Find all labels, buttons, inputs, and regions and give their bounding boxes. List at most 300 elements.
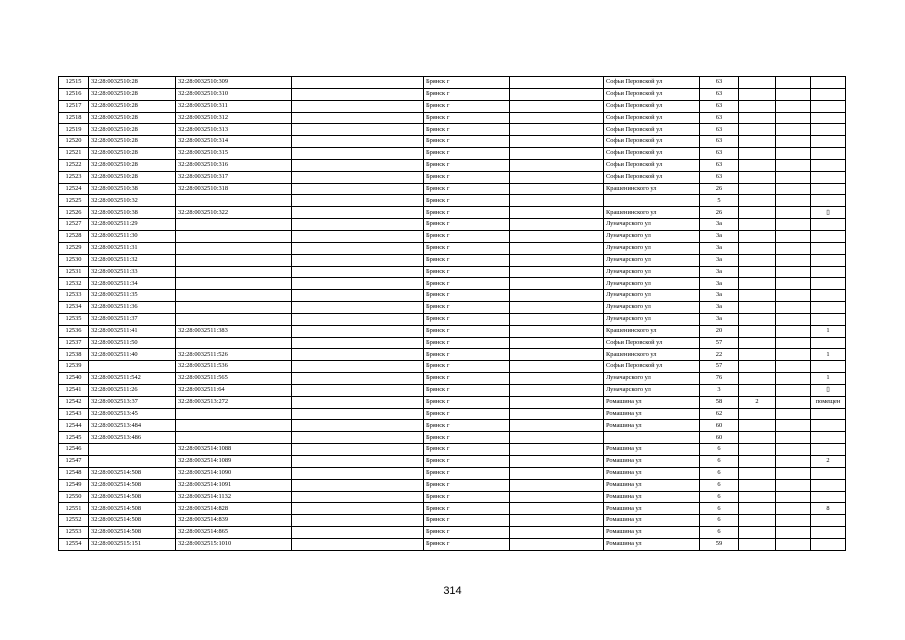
empty-cell bbox=[510, 373, 604, 385]
extra-number-cell bbox=[739, 266, 776, 278]
extra-number-cell bbox=[776, 136, 811, 148]
street-cell bbox=[604, 432, 700, 444]
table-row bbox=[59, 171, 846, 183]
parcel-number-cell bbox=[89, 456, 176, 468]
note-cell bbox=[811, 290, 846, 302]
city-cell: Брянск г bbox=[424, 230, 510, 242]
row-number-cell: 12536 bbox=[59, 325, 89, 337]
city-cell: Брянск г bbox=[424, 112, 510, 124]
object-number-cell bbox=[176, 278, 292, 290]
note-cell: 1 bbox=[811, 325, 846, 337]
empty-cell bbox=[292, 384, 424, 396]
empty-cell bbox=[510, 278, 604, 290]
extra-number-cell bbox=[739, 491, 776, 503]
object-number-cell: 32:28:0032514:1091 bbox=[176, 479, 292, 491]
object-number-cell: 32:28:0032510:318 bbox=[176, 183, 292, 195]
object-number-cell: 32:28:0032514:865 bbox=[176, 527, 292, 539]
parcel-number-cell: 32:28:0032514:508 bbox=[89, 479, 176, 491]
city-cell: Брянск г bbox=[424, 254, 510, 266]
table-row bbox=[59, 456, 846, 468]
city-cell: Брянск г bbox=[424, 491, 510, 503]
city-cell: Брянск г bbox=[424, 503, 510, 515]
empty-cell bbox=[510, 77, 604, 89]
extra-number-cell bbox=[776, 491, 811, 503]
street-cell: Луначарского ул bbox=[604, 254, 700, 266]
table-row bbox=[59, 432, 846, 444]
empty-cell bbox=[292, 349, 424, 361]
empty-cell bbox=[510, 136, 604, 148]
extra-number-cell bbox=[776, 538, 811, 550]
note-cell bbox=[811, 148, 846, 160]
parcel-number-cell: 32:28:0032511:34 bbox=[89, 278, 176, 290]
empty-cell bbox=[292, 527, 424, 539]
object-number-cell: 32:28:0032513:272 bbox=[176, 396, 292, 408]
empty-cell bbox=[510, 290, 604, 302]
empty-cell bbox=[292, 491, 424, 503]
object-number-cell bbox=[176, 432, 292, 444]
empty-cell bbox=[510, 467, 604, 479]
extra-number-cell bbox=[776, 349, 811, 361]
house-number-cell: 63 bbox=[700, 77, 739, 89]
house-number-cell: 3а bbox=[700, 230, 739, 242]
row-number-cell: 12542 bbox=[59, 396, 89, 408]
empty-cell bbox=[292, 77, 424, 89]
note-cell bbox=[811, 124, 846, 136]
table-row bbox=[59, 77, 846, 89]
empty-cell bbox=[510, 384, 604, 396]
street-cell: Ромашина ул bbox=[604, 444, 700, 456]
empty-cell bbox=[292, 373, 424, 385]
street-cell: Софьи Перовской ул bbox=[604, 159, 700, 171]
row-number-cell: 12521 bbox=[59, 148, 89, 160]
object-number-cell bbox=[176, 290, 292, 302]
extra-number-cell bbox=[739, 313, 776, 325]
extra-number-cell bbox=[776, 148, 811, 160]
extra-number-cell bbox=[776, 159, 811, 171]
extra-number-cell bbox=[739, 77, 776, 89]
empty-cell bbox=[292, 444, 424, 456]
table-row bbox=[59, 396, 846, 408]
street-cell: Ромашина ул bbox=[604, 456, 700, 468]
city-cell: Брянск г bbox=[424, 373, 510, 385]
empty-cell bbox=[292, 171, 424, 183]
parcel-number-cell: 32:28:0032511:32 bbox=[89, 254, 176, 266]
extra-number-cell bbox=[739, 242, 776, 254]
empty-cell bbox=[292, 124, 424, 136]
extra-number-cell bbox=[739, 278, 776, 290]
house-number-cell: 59 bbox=[700, 538, 739, 550]
parcel-number-cell: 32:28:0032510:28 bbox=[89, 159, 176, 171]
street-cell: Софьи Перовской ул bbox=[604, 112, 700, 124]
extra-number-cell bbox=[739, 479, 776, 491]
extra-number-cell bbox=[776, 230, 811, 242]
empty-cell bbox=[292, 479, 424, 491]
table-row bbox=[59, 479, 846, 491]
street-cell: Луначарского ул bbox=[604, 266, 700, 278]
parcel-number-cell: 32:28:0032511:41 bbox=[89, 325, 176, 337]
table-row bbox=[59, 384, 846, 396]
extra-number-cell bbox=[776, 254, 811, 266]
city-cell: Брянск г bbox=[424, 325, 510, 337]
object-number-cell bbox=[176, 230, 292, 242]
note-cell bbox=[811, 527, 846, 539]
table-row bbox=[59, 278, 846, 290]
row-number-cell: 12548 bbox=[59, 467, 89, 479]
row-number-cell: 12546 bbox=[59, 444, 89, 456]
parcel-number-cell: 32:28:0032515:151 bbox=[89, 538, 176, 550]
empty-cell bbox=[292, 408, 424, 420]
city-cell: Брянск г bbox=[424, 290, 510, 302]
parcel-number-cell bbox=[89, 444, 176, 456]
note-cell bbox=[811, 479, 846, 491]
note-cell: 2 bbox=[811, 456, 846, 468]
table-row bbox=[59, 207, 846, 219]
extra-number-cell bbox=[739, 444, 776, 456]
extra-number-cell bbox=[739, 361, 776, 373]
note-cell bbox=[811, 337, 846, 349]
table-row bbox=[59, 408, 846, 420]
extra-number-cell bbox=[739, 527, 776, 539]
table-row bbox=[59, 373, 846, 385]
parcel-number-cell: 32:28:0032511:542 bbox=[89, 373, 176, 385]
street-cell: Ромашина ул bbox=[604, 420, 700, 432]
object-number-cell bbox=[176, 254, 292, 266]
empty-cell bbox=[292, 266, 424, 278]
empty-cell bbox=[510, 219, 604, 231]
object-number-cell: 32:28:0032514:1089 bbox=[176, 456, 292, 468]
house-number-cell: 58 bbox=[700, 396, 739, 408]
note-cell: 1 bbox=[811, 349, 846, 361]
object-number-cell: 32:28:0032511:383 bbox=[176, 325, 292, 337]
row-number-cell: 12528 bbox=[59, 230, 89, 242]
table-row bbox=[59, 195, 846, 207]
city-cell: Брянск г bbox=[424, 361, 510, 373]
extra-number-cell bbox=[776, 479, 811, 491]
table-row bbox=[59, 503, 846, 515]
empty-cell bbox=[510, 313, 604, 325]
house-number-cell: 63 bbox=[700, 159, 739, 171]
city-cell: Брянск г bbox=[424, 88, 510, 100]
city-cell: Брянск г bbox=[424, 444, 510, 456]
row-number-cell: 12527 bbox=[59, 219, 89, 231]
city-cell: Брянск г bbox=[424, 266, 510, 278]
empty-cell bbox=[510, 527, 604, 539]
object-number-cell bbox=[176, 337, 292, 349]
note-cell bbox=[811, 219, 846, 231]
note-cell bbox=[811, 159, 846, 171]
extra-number-cell bbox=[739, 503, 776, 515]
extra-number-cell bbox=[776, 171, 811, 183]
note-cell bbox=[811, 467, 846, 479]
row-number-cell: 12532 bbox=[59, 278, 89, 290]
empty-cell bbox=[292, 219, 424, 231]
note-cell bbox=[811, 420, 846, 432]
object-number-cell: 32:28:0032514:1090 bbox=[176, 467, 292, 479]
table-row bbox=[59, 230, 846, 242]
house-number-cell: 3а bbox=[700, 290, 739, 302]
city-cell: Брянск г bbox=[424, 77, 510, 89]
table-row bbox=[59, 159, 846, 171]
parcel-number-cell: 32:28:0032510:38 bbox=[89, 207, 176, 219]
extra-number-cell bbox=[776, 503, 811, 515]
city-cell: Брянск г bbox=[424, 136, 510, 148]
street-cell: Луначарского ул bbox=[604, 302, 700, 314]
parcel-number-cell: 32:28:0032511:26 bbox=[89, 384, 176, 396]
city-cell: Брянск г bbox=[424, 302, 510, 314]
note-cell bbox=[811, 77, 846, 89]
row-number-cell: 12530 bbox=[59, 254, 89, 266]
note-cell bbox=[811, 278, 846, 290]
note-cell bbox=[811, 313, 846, 325]
note-cell bbox=[811, 538, 846, 550]
object-number-cell bbox=[176, 242, 292, 254]
extra-number-cell bbox=[739, 183, 776, 195]
row-number-cell: 12541 bbox=[59, 384, 89, 396]
extra-number-cell bbox=[776, 195, 811, 207]
row-number-cell: 12551 bbox=[59, 503, 89, 515]
empty-cell bbox=[292, 183, 424, 195]
empty-cell bbox=[292, 467, 424, 479]
extra-number-cell bbox=[739, 432, 776, 444]
street-cell: Софьи Перовской ул bbox=[604, 100, 700, 112]
house-number-cell: 26 bbox=[700, 207, 739, 219]
house-number-cell: 63 bbox=[700, 171, 739, 183]
table-row bbox=[59, 124, 846, 136]
house-number-cell: 6 bbox=[700, 467, 739, 479]
object-number-cell bbox=[176, 408, 292, 420]
extra-number-cell bbox=[776, 420, 811, 432]
extra-number-cell bbox=[739, 373, 776, 385]
street-cell: Ромашина ул bbox=[604, 515, 700, 527]
parcel-number-cell: 32:28:0032510:28 bbox=[89, 148, 176, 160]
table-row bbox=[59, 361, 846, 373]
extra-number-cell bbox=[776, 432, 811, 444]
row-number-cell: 12519 bbox=[59, 124, 89, 136]
house-number-cell: 60 bbox=[700, 420, 739, 432]
parcel-number-cell: 32:28:0032510:28 bbox=[89, 171, 176, 183]
object-number-cell bbox=[176, 195, 292, 207]
empty-cell bbox=[510, 148, 604, 160]
street-cell: Софьи Перовской ул bbox=[604, 124, 700, 136]
extra-number-cell bbox=[776, 290, 811, 302]
extra-number-cell bbox=[739, 408, 776, 420]
extra-number-cell bbox=[739, 384, 776, 396]
city-cell: Брянск г bbox=[424, 420, 510, 432]
row-number-cell: 12544 bbox=[59, 420, 89, 432]
street-cell: Луначарского ул bbox=[604, 313, 700, 325]
empty-cell bbox=[510, 396, 604, 408]
extra-number-cell bbox=[776, 313, 811, 325]
city-cell: Брянск г bbox=[424, 515, 510, 527]
street-cell: Ромашина ул bbox=[604, 396, 700, 408]
row-number-cell: 12531 bbox=[59, 266, 89, 278]
street-cell: Луначарского ул bbox=[604, 219, 700, 231]
extra-number-cell bbox=[776, 77, 811, 89]
extra-number-cell bbox=[739, 88, 776, 100]
empty-cell bbox=[292, 337, 424, 349]
house-number-cell: 60 bbox=[700, 432, 739, 444]
empty-cell bbox=[292, 230, 424, 242]
parcel-number-cell: 32:28:0032511:36 bbox=[89, 302, 176, 314]
row-number-cell: 12554 bbox=[59, 538, 89, 550]
row-number-cell: 12534 bbox=[59, 302, 89, 314]
object-number-cell: 32:28:0032510:313 bbox=[176, 124, 292, 136]
table-row bbox=[59, 325, 846, 337]
row-number-cell: 12547 bbox=[59, 456, 89, 468]
extra-number-cell bbox=[776, 266, 811, 278]
object-number-cell: 32:28:0032511:526 bbox=[176, 349, 292, 361]
row-number-cell: 12516 bbox=[59, 88, 89, 100]
note-cell bbox=[811, 266, 846, 278]
house-number-cell: 63 bbox=[700, 148, 739, 160]
empty-cell bbox=[510, 538, 604, 550]
street-cell: Крашенинского ул bbox=[604, 183, 700, 195]
parcel-number-cell: 32:28:0032511:50 bbox=[89, 337, 176, 349]
city-cell: Брянск г bbox=[424, 219, 510, 231]
extra-number-cell bbox=[739, 254, 776, 266]
object-number-cell: 32:28:0032510:312 bbox=[176, 112, 292, 124]
extra-number-cell bbox=[776, 325, 811, 337]
empty-cell bbox=[510, 195, 604, 207]
parcel-number-cell: 32:28:0032513:37 bbox=[89, 396, 176, 408]
street-cell: Ромашина ул bbox=[604, 503, 700, 515]
city-cell: Брянск г bbox=[424, 467, 510, 479]
extra-number-cell bbox=[776, 219, 811, 231]
empty-cell bbox=[292, 112, 424, 124]
extra-number-cell bbox=[776, 124, 811, 136]
empty-cell bbox=[510, 444, 604, 456]
registry-table bbox=[58, 76, 846, 551]
city-cell: Брянск г bbox=[424, 432, 510, 444]
empty-cell bbox=[510, 337, 604, 349]
extra-number-cell bbox=[739, 100, 776, 112]
extra-number-cell bbox=[776, 444, 811, 456]
extra-number-cell bbox=[776, 100, 811, 112]
empty-cell bbox=[292, 361, 424, 373]
street-cell: Софьи Перовской ул bbox=[604, 171, 700, 183]
object-number-cell: 32:28:0032511:565 bbox=[176, 373, 292, 385]
street-cell: Луначарского ул bbox=[604, 373, 700, 385]
empty-cell bbox=[292, 278, 424, 290]
object-number-cell: 32:28:0032510:314 bbox=[176, 136, 292, 148]
parcel-number-cell: 32:28:0032510:28 bbox=[89, 100, 176, 112]
extra-number-cell bbox=[739, 349, 776, 361]
empty-cell bbox=[292, 88, 424, 100]
row-number-cell: 12515 bbox=[59, 77, 89, 89]
note-cell bbox=[811, 100, 846, 112]
table-row bbox=[59, 88, 846, 100]
note-cell bbox=[811, 183, 846, 195]
parcel-number-cell: 32:28:0032513:484 bbox=[89, 420, 176, 432]
row-number-cell: 12518 bbox=[59, 112, 89, 124]
street-cell: Софьи Перовской ул bbox=[604, 148, 700, 160]
extra-number-cell bbox=[776, 112, 811, 124]
extra-number-cell bbox=[739, 325, 776, 337]
city-cell: Брянск г bbox=[424, 207, 510, 219]
row-number-cell: 12535 bbox=[59, 313, 89, 325]
parcel-number-cell: 32:28:0032511:33 bbox=[89, 266, 176, 278]
table-row bbox=[59, 219, 846, 231]
empty-cell bbox=[510, 479, 604, 491]
house-number-cell: 76 bbox=[700, 373, 739, 385]
house-number-cell: 6 bbox=[700, 456, 739, 468]
object-number-cell bbox=[176, 302, 292, 314]
extra-number-cell bbox=[776, 183, 811, 195]
city-cell: Брянск г bbox=[424, 396, 510, 408]
extra-number-cell bbox=[739, 467, 776, 479]
street-cell: Софьи Перовской ул bbox=[604, 77, 700, 89]
empty-cell bbox=[292, 242, 424, 254]
note-cell bbox=[811, 195, 846, 207]
table-row bbox=[59, 136, 846, 148]
row-number-cell: 12524 bbox=[59, 183, 89, 195]
row-number-cell: 12549 bbox=[59, 479, 89, 491]
row-number-cell: 12540 bbox=[59, 373, 89, 385]
row-number-cell: 12543 bbox=[59, 408, 89, 420]
table-row bbox=[59, 290, 846, 302]
table-row bbox=[59, 112, 846, 124]
empty-cell bbox=[510, 361, 604, 373]
parcel-number-cell: 32:28:0032511:31 bbox=[89, 242, 176, 254]
extra-number-cell bbox=[776, 515, 811, 527]
house-number-cell: 63 bbox=[700, 112, 739, 124]
extra-number-cell bbox=[776, 337, 811, 349]
extra-number-cell bbox=[776, 384, 811, 396]
empty-cell bbox=[510, 456, 604, 468]
street-cell: Луначарского ул bbox=[604, 384, 700, 396]
house-number-cell: 26 bbox=[700, 183, 739, 195]
empty-cell bbox=[510, 171, 604, 183]
empty-cell bbox=[510, 503, 604, 515]
house-number-cell: 6 bbox=[700, 479, 739, 491]
empty-cell bbox=[292, 254, 424, 266]
parcel-number-cell: 32:28:0032511:40 bbox=[89, 349, 176, 361]
house-number-cell: 3а bbox=[700, 313, 739, 325]
city-cell: Брянск г bbox=[424, 408, 510, 420]
parcel-number-cell: 32:28:0032511:35 bbox=[89, 290, 176, 302]
row-number-cell: 12529 bbox=[59, 242, 89, 254]
row-number-cell: 12522 bbox=[59, 159, 89, 171]
extra-number-cell bbox=[776, 302, 811, 314]
city-cell: Брянск г bbox=[424, 479, 510, 491]
city-cell: Брянск г bbox=[424, 349, 510, 361]
house-number-cell: 63 bbox=[700, 124, 739, 136]
empty-cell bbox=[292, 136, 424, 148]
city-cell: Брянск г bbox=[424, 278, 510, 290]
parcel-number-cell: 32:28:0032510:28 bbox=[89, 112, 176, 124]
street-cell: Софьи Перовской ул bbox=[604, 136, 700, 148]
object-number-cell: 32:28:0032510:309 bbox=[176, 77, 292, 89]
extra-number-cell bbox=[776, 88, 811, 100]
empty-cell bbox=[510, 100, 604, 112]
house-number-cell: 57 bbox=[700, 337, 739, 349]
object-number-cell bbox=[176, 219, 292, 231]
city-cell: Брянск г bbox=[424, 124, 510, 136]
extra-number-cell bbox=[776, 373, 811, 385]
city-cell: Брянск г bbox=[424, 195, 510, 207]
city-cell: Брянск г bbox=[424, 527, 510, 539]
note-cell bbox=[811, 515, 846, 527]
city-cell: Брянск г bbox=[424, 148, 510, 160]
empty-cell bbox=[510, 349, 604, 361]
table-row bbox=[59, 527, 846, 539]
house-number-cell: 22 bbox=[700, 349, 739, 361]
extra-number-cell bbox=[739, 124, 776, 136]
extra-number-cell bbox=[739, 195, 776, 207]
object-number-cell: 32:28:0032510:311 bbox=[176, 100, 292, 112]
extra-number-cell bbox=[739, 136, 776, 148]
row-number-cell: 12525 bbox=[59, 195, 89, 207]
